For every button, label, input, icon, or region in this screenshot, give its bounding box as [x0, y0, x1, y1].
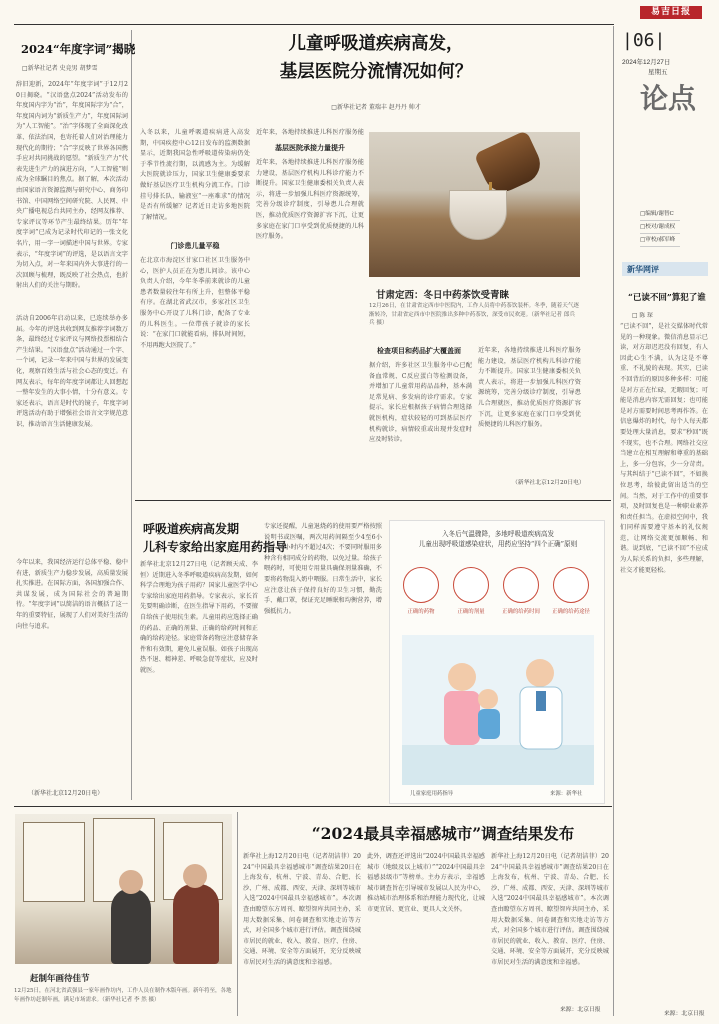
commentary-source: 来源：北京日报: [664, 1011, 705, 1017]
rule-label: 正确的剂量: [457, 609, 485, 615]
column-tag: 新华网评: [627, 265, 659, 274]
headline: “2024最具幸福感城市”调查结果发布: [311, 824, 575, 843]
issue-weekday: 星期五: [648, 69, 668, 76]
editor-credit: □校对/谢成权: [640, 221, 680, 234]
article-body: 新华社上海12月20日电（记者胡洁菲）2024“中国最具幸福感城市”调查结果20日在上海发布，杭州、宁波、青岛、合肥、长沙、广州、成都、西安、天津、深圳等城市入选“2024中国最具幸福感城市”。本次调查由瞭望东方周刊、瞭望智库共同主办，采用大数据采集、问卷调查和实地走访等方式，对全国多个城市进行评估。调查围绕城市居民的就业、收入、教育、医疗、住房、交通、环境、安全等方面展开，充分反映城市居民对生活的满意度和幸福感。: [491, 853, 609, 966]
infographic-source: 来源：新华社: [550, 791, 583, 797]
teapot-shape: [474, 132, 547, 198]
commentary-byline: □ 陈 琛: [632, 313, 653, 319]
subheading: 门诊患儿量平稳: [170, 241, 220, 250]
article-body: 此外，调查还评选出“2024中国最具幸福感城市（地级及以上城市）”“2024中国最具幸福感县级市”等榜单。主办方表示，幸福感城市调查旨在引导城市发展以人民为中心，推动城市治理体系和治理能力现代化，让城市更宜居、更宜业、更具人文关怀。: [367, 853, 485, 913]
worker-face: [119, 870, 143, 894]
photo-herbal-tea: [369, 132, 580, 277]
rule-label: 正确的药物: [407, 609, 435, 615]
pill-icon: [403, 567, 439, 603]
commentary-title: “已读不回”算犯了谁: [628, 293, 706, 303]
section-rule: [135, 500, 611, 501]
worker-face: [183, 864, 207, 888]
headline-line-1: 呼吸道疾病高发期: [143, 522, 240, 536]
rule-label: 正确的给药时间: [502, 609, 540, 615]
article-body: 辞旧迎新，2024年“年度字词”于12月20日揭晓。“汉语盘点2024”活动发布的年度国内字为“治”，年度国际字为“合”，年度国内词为“新质生产力”，年度国际词为“人工智能”。“治”字体现了全面深化改革、依法治国，也寄托着人们对治理能力现代化的期待；“合”字反映了世界各国携手应对共同挑战的愿望。“新质生产力”代表先进生产力的演进方向，“人工智能”则成为全球瞩目的焦点。据了解，本次活动由国家语言资源监测与研究中心、商务印书馆、中国网络空间研究院、人民网、中央广播电视总台共同主办，经网友推荐、专家评议等环节产生最终结果。历年“年度字词”已成为记录时代印记的一张文化名片，用一字一词描述中国与世界。专家表示，“年度字词”的评选，是以语言文字为切入点，对一年来国内外大事进行的一次回顾与梳理，既反映了社会热点，也折射出人们的关注与期盼。: [16, 81, 128, 290]
article-source: 来源：北京日报: [560, 1007, 601, 1013]
article-body: 活动自2006年启动以来，已连续举办多届。今年的评选共收到网友推荐字词数万条，最终经过专家评议与网络投票相结合产生结果。“汉语盘点”活动通过一个字、一个词，记录一年来中国与世界的发展变化，观察百姓生活与社会心态的变迁。有网友表示，每年的年度字词都让人回想起一整年发生的大事小情，十分有意义。专家还表示，语言是时代的镜子，年度字词评选活动有助于增强社会语言文字规范意识，推动语言生活健康发展。: [16, 315, 128, 428]
bottom-divider: [237, 812, 238, 1016]
worker-figure: [173, 884, 219, 964]
editor-credit: □审校/郝军峰: [640, 234, 680, 247]
article-body: 新华社北京12月27日电（记者顾天成、李恒）近期进入冬季呼吸道疾病高发期，如何科学合理地为孩子用药？国家儿童医学中心专家给出家庭用药指导。专家表示，家长首先要明确诊断，在医生指导下用药，不要擅自给孩子使用抗生素。儿童用药应选择正确的药品、正确的剂量、正确的给药时间和正确的给药途径。家庭常备药物应注意储存条件和有效期，避免儿童误服。如孩子出现高热不退、精神差、呼吸急促等症状，应及时就医。: [140, 561, 258, 674]
headline-line-2: 儿科专家给出家庭用药指导: [143, 540, 288, 554]
photo-caption-title: 甘肃定西：冬日中药茶饮受青睐: [376, 290, 510, 301]
photo-new-year-paintings: [15, 814, 232, 964]
article-body: 今年以来，我国经济运行总体平稳、稳中有进，新质生产力稳步发展，高质量发展扎实推进。在国际方面，各国加强合作、共谋发展，成为国际社会的普遍期待。“年度字词”以简洁的语言概括了这一年的重要特征，展现了人们对美好生活的向往与追求。: [16, 559, 128, 630]
subheading: 基层医院承接力量提升: [275, 143, 345, 152]
mouth-icon: [553, 567, 589, 603]
doctor-child-illustration: [402, 635, 594, 785]
editor-credits: [640, 208, 680, 247]
photo-caption-title: 赶制年画待佳节: [30, 974, 90, 984]
article-body-cont: 近年来，各地持续推进儿科医疗服务能: [256, 129, 364, 136]
headline-line-1: 儿童呼吸道疾病高发，: [288, 34, 464, 54]
headline-line-2: 基层医院分流情况如何？: [279, 62, 473, 82]
rule-label: 正确的给药途径: [552, 609, 590, 615]
infographic-medication: [389, 520, 605, 804]
article-dateline: （新华社北京12月20日电）: [28, 790, 104, 797]
cup-shape: [449, 190, 507, 240]
infographic-footer: 儿童家庭用药指导: [410, 791, 454, 797]
infographic-heading: 入冬后气温骤降，多地呼吸道疾病高发: [441, 530, 555, 538]
article-body: 近年来，各地持续推进儿科医疗服务能力建设，基层医疗机构儿科诊疗能力不断提升。国家卫生健康委相关负责人表示，将进一步加强儿科医疗资源统筹，完善分级诊疗制度，引导患儿合理就医，推动优质医疗资源扩容下沉，让更多家庭在家门口享受到优质便捷的儿科医疗服务。: [478, 347, 581, 429]
article-title: 2024“年度字词”揭晓: [21, 42, 136, 56]
top-rule: [14, 24, 614, 25]
photo-caption: 12月25日，在河北省武强县一家年画作坊内，工作人员在制作木版年画。新年将至，各地年画作坊赶制年画，满足市场需求。（新华社记者 李 然 摄）: [14, 988, 232, 1003]
infographic-header: [390, 529, 605, 549]
issue-date: 2024年12月27日: [622, 59, 671, 66]
clock-icon: [503, 567, 539, 603]
article-body: 新华社上海12月20日电（记者胡洁菲）2024“中国最具幸福感城市”调查结果20日在上海发布，杭州、宁波、青岛、合肥、长沙、广州、成都、西安、天津、深圳等城市入选“2024中国最具幸福感城市”。本次调查由瞭望东方周刊、瞭望智库共同主办，采用大数据采集、问卷调查和实地走访等方式，对全国多个城市进行评估。调查围绕城市居民的就业、收入、教育、医疗、住房、交通、环境、安全等方面展开，充分反映城市居民对生活的满意度和幸福感。: [243, 853, 361, 966]
article-body: 在北京市海淀区甘家口社区卫生服务中心，医护人员正在为患儿问诊。该中心负责人介绍，今年冬季前来就诊的儿童患者数量较往年有所上升，但整体平稳有序。在湖北省武汉市，多家社区卫生服务中心开设了儿科门诊，配备了专业的儿科医生。一位带孩子就诊的家长说：“在家门口就能看病，排队时间短，不用再跑大医院了。”: [140, 257, 250, 349]
article-dateline: （新华社北京12月20日电）: [512, 480, 585, 486]
worker-figure: [111, 888, 151, 964]
article-body: 据介绍，许多社区卫生服务中心已配备血常规、C反应蛋白等检测设备，并增加了儿童常用药品品种，基本满足常见病、多发病的诊疗需求。专家提示，家长应根据孩子病情合理选择就医机构，症状较轻的可到基层医疗机构就诊，病情较重或出现并发症时应及时转诊。: [369, 362, 472, 444]
headline-byline: □新华社记者 董瑞丰 赵丹丹 帅才: [331, 104, 421, 111]
commentary-body: “已读不回”，是社交媒体时代常见的一种现象。微信消息显示已读，对方却迟迟没有回复，有人因此心生不满，认为这是不尊重、不礼貌的表现。其实，已读不回背后的原因多种多样：可能是对方正在忙碌，无暇回复；可能是消息内容无需回复；也可能是对方需要时间思考再作答。在信息爆炸的时代，每个人每天都要处理大量消息，要求“秒回”既不现实，也不合理。网络社交应当建立在相互理解和尊重的基础上，多一分包容，少一分苛责。与其纠结于“已读不回”，不如换位思考，给彼此留出适当的空间。当然，对于工作中的重要事项，及时回复也是一种职业素养和责任担当。在虚拟空间中，我们同样需要遵守基本的礼仪规范，让网络交流更加顺畅、和谐。说到底，“已读不回”不应成为人际关系的负担，多些理解，社交才能更轻松。: [620, 323, 708, 574]
article-body: 专家还提醒，儿童退烧药的使用要严格按照说明书或医嘱，两次用药间隔至少4至6小时，24小时内不超过4次；不要同时服用多种含有相同成分的药物，以免过量。给孩子喂药时，可使用专用量具确保剂量准确，不要将药物混入奶中喂服。日常生活中，家长应注意让孩子保持良好的卫生习惯，勤洗手、戴口罩，保证充足睡眠和均衡营养，增强抵抗力。: [264, 523, 382, 615]
newspaper-logo: 易吉日报: [640, 6, 702, 19]
syrup-icon: [453, 567, 489, 603]
painting-frame: [23, 822, 85, 902]
editor-credit: □编辑/谢智C: [640, 208, 680, 221]
section-banner: 论点: [640, 82, 697, 115]
bottom-section-rule: [14, 806, 612, 807]
infographic-subheading: 儿童出现呼吸道感染症状，用药应坚持“四个正确”原则: [418, 540, 578, 548]
sidebar-divider: [613, 26, 614, 1016]
page-number: |06|: [622, 30, 666, 51]
article-byline: □新华社记者 史竞男 胡梦雪: [22, 65, 98, 72]
article-body: 入冬以来，儿童呼吸道疾病进入高发期，中国疾控中心12日发布的监测数据显示，近期我国急性呼吸道传染病仍处于季节性流行期，以流感为主。为缓解大医院就诊压力，国家卫生健康委要求做好基层医疗卫生机构分流工作。门诊挂号排长队、输液室“一座难求”的情况是否有所缓解？记者近日走访多地医院了解情况。: [140, 129, 250, 221]
column-divider: [131, 30, 132, 800]
subheading: 检查项目和药品扩大覆盖面: [377, 346, 461, 355]
photo-caption: 12月26日，在甘肃省定西市中医院内，工作人员将中药茶饮装杯。冬季，随着天气逐渐转冷，甘肃省定西市中医院推出多种中药茶饮，深受市民欢迎。（新华社记者 郎兵兵 摄）: [369, 303, 580, 326]
article-body: 近年来，各地持续推进儿科医疗服务能力建设，基层医疗机构儿科诊疗能力不断提升。国家卫生健康委相关负责人表示，将进一步加强儿科医疗资源统筹，完善分级诊疗制度，引导患儿合理就医，推动优质医疗资源扩容下沉，让更多家庭在家门口享受到优质便捷的儿科医疗服务。: [256, 159, 364, 241]
